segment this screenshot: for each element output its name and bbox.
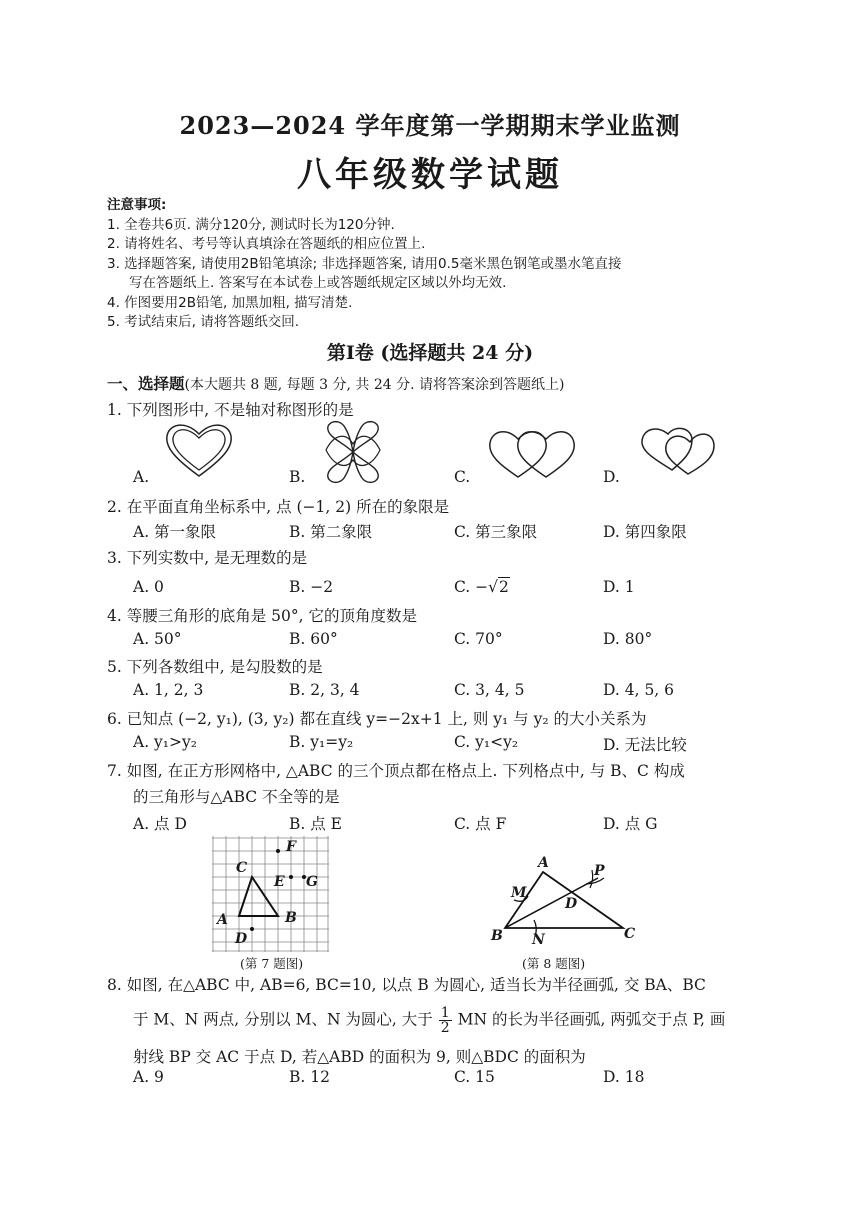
- sqrt-symbol-icon: √: [488, 578, 499, 596]
- q8-option-c: C. 15: [454, 1068, 495, 1086]
- q4-option-d: D. 80°: [603, 630, 653, 648]
- notes-item: 4. 作图要用2B铅笔, 加黑加粗, 描写清楚.: [107, 294, 353, 311]
- q6-stem: 6. 已知点 (−2, y₁), (3, y₂) 都在直线 y=−2x+1 上, 则 y₁ 与 y₂ 的大小关系为: [107, 710, 647, 728]
- notes-heading: 注意事项:: [107, 197, 167, 213]
- q1-figure-a: [163, 420, 235, 480]
- q1-option-a: A.: [133, 468, 150, 486]
- figure-8-triangle: [486, 856, 636, 946]
- notes-item: 写在答题纸上. 答案写在本试卷上或答题纸规定区域以外均无效.: [129, 275, 507, 291]
- q2-option-d: D. 第四象限: [603, 523, 687, 541]
- fig7-label-b: B: [285, 910, 297, 926]
- q7-stem-line2: 的三角形与△ABC 不全等的是: [133, 788, 340, 806]
- fig8-label-p: P: [594, 863, 605, 879]
- q6-option-a: A. y₁>y₂: [133, 733, 197, 751]
- q8-line2-part-a: 于 M、N 两点, 分别以 M、N 为圆心, 大于: [133, 1010, 433, 1029]
- q2-stem: 2. 在平面直角坐标系中, 点 (−1, 2) 所在的象限是: [107, 498, 450, 516]
- q3-option-d: D. 1: [603, 578, 635, 596]
- q8-line1: 8. 如图, 在△ABC 中, AB=6, BC=10, 以点 B 为圆心, 适当长为半径画弧, 交 BA、BC: [107, 976, 706, 994]
- q2-option-a: A. 第一象限: [133, 523, 217, 541]
- q7-option-b: B. 点 E: [289, 815, 342, 833]
- notes-block: [107, 196, 622, 333]
- fig7-label-a: A: [217, 912, 228, 928]
- q7-stem-line1: 7. 如图, 在正方形网格中, △ABC 的三个顶点都在格点上. 下列格点中, 与 B、C 构成: [107, 762, 685, 780]
- q1-option-c: C.: [454, 468, 471, 486]
- q5-option-b: B. 2, 3, 4: [289, 681, 360, 699]
- part-note: (本大题共 8 题, 每题 3 分, 共 24 分. 请将答案涂到答题纸上): [184, 377, 565, 393]
- q2-option-b: B. 第二象限: [289, 523, 373, 541]
- part-label: 一、选择题: [107, 374, 185, 393]
- q8-fraction: [439, 1006, 452, 1035]
- notes-item: 1. 全卷共6页. 满分120分, 测试时长为120分钟.: [107, 216, 395, 233]
- q1-figure-c: [486, 427, 578, 479]
- q4-option-c: C. 70°: [454, 630, 503, 648]
- notes-item: 2. 请将姓名、考号等认真填涂在答题纸的相应位置上.: [107, 236, 426, 252]
- notes-item: 5. 考试结束后, 请将答题纸交回.: [107, 314, 300, 330]
- q8-fraction-numerator: 1: [440, 1005, 450, 1021]
- q3-option-c: [454, 578, 510, 596]
- q8-line2: [133, 1006, 725, 1035]
- figure-7-grid: [212, 836, 330, 954]
- q3-option-b: B. −2: [289, 578, 334, 596]
- notes-item: 3. 选择题答案, 请使用2B铅笔填涂; 非选择题答案, 请用0.5毫米黑色钢笔或墨水笔直接: [107, 255, 622, 272]
- q1-figure-d: [638, 420, 718, 476]
- q5-option-a: A. 1, 2, 3: [133, 681, 204, 699]
- fig7-label-f: F: [286, 839, 296, 855]
- q8-option-d: D. 18: [603, 1068, 645, 1086]
- fig7-label-g: G: [306, 874, 318, 890]
- q1-stem: 1. 下列图形中, 不是轴对称图形的是: [107, 401, 354, 419]
- fig8-label-d: D: [565, 896, 578, 912]
- fig7-label-e: E: [274, 874, 285, 890]
- fig7-caption: (第 7 题图): [240, 956, 304, 971]
- fig7-label-d: D: [235, 931, 248, 947]
- q8-line2-part-b: MN 的长为半径画弧, 两弧交于点 P, 画: [457, 1010, 726, 1029]
- q3-stem: 3. 下列实数中, 是无理数的是: [107, 549, 308, 567]
- fig8-caption: (第 8 题图): [522, 956, 586, 971]
- q8-option-a: A. 9: [133, 1068, 164, 1086]
- exam-title: 2023—2024 学年度第一学期期末学业监测: [179, 111, 681, 140]
- q8-fraction-denominator: 2: [440, 1020, 450, 1036]
- q4-stem: 4. 等腰三角形的底角是 50°, 它的顶角度数是: [107, 607, 417, 625]
- q1-option-d: D.: [603, 468, 620, 486]
- q2-option-c: C. 第三象限: [454, 523, 538, 541]
- q6-option-c: C. y₁<y₂: [454, 733, 519, 751]
- q4-option-b: B. 60°: [289, 630, 338, 648]
- q1-figure-b: [322, 420, 384, 484]
- q5-option-d: D. 4, 5, 6: [603, 681, 675, 699]
- q3-option-c-radicand: 2: [499, 578, 509, 596]
- q3-option-a: A. 0: [133, 578, 164, 596]
- q1-option-b: B.: [289, 468, 306, 486]
- section-title: 第I卷 (选择题共 24 分): [326, 342, 534, 364]
- exam-subtitle: 八年级数学试题: [297, 155, 563, 195]
- q5-option-c: C. 3, 4, 5: [454, 681, 525, 699]
- fig8-label-c: C: [624, 926, 636, 942]
- fig8-label-n: N: [532, 932, 545, 948]
- fig8-label-a: A: [538, 855, 549, 871]
- q5-stem: 5. 下列各数组中, 是勾股数的是: [107, 658, 323, 676]
- q7-option-d: D. 点 G: [603, 815, 658, 833]
- q8-line3: 射线 BP 交 AC 于点 D, 若△ABD 的面积为 9, 则△BDC 的面积为: [133, 1048, 586, 1066]
- fig8-label-b: B: [491, 928, 503, 944]
- q6-option-d: D. 无法比较: [603, 736, 687, 754]
- q4-option-a: A. 50°: [133, 630, 182, 648]
- q3-option-c-prefix: C. −: [454, 578, 489, 596]
- q7-option-a: A. 点 D: [133, 815, 187, 833]
- fig7-label-c: C: [236, 860, 248, 876]
- fig8-label-m: M: [511, 885, 527, 901]
- q7-option-c: C. 点 F: [454, 815, 507, 833]
- part-heading: [107, 372, 564, 394]
- q8-option-b: B. 12: [289, 1068, 330, 1086]
- q6-option-b: B. y₁=y₂: [289, 733, 354, 751]
